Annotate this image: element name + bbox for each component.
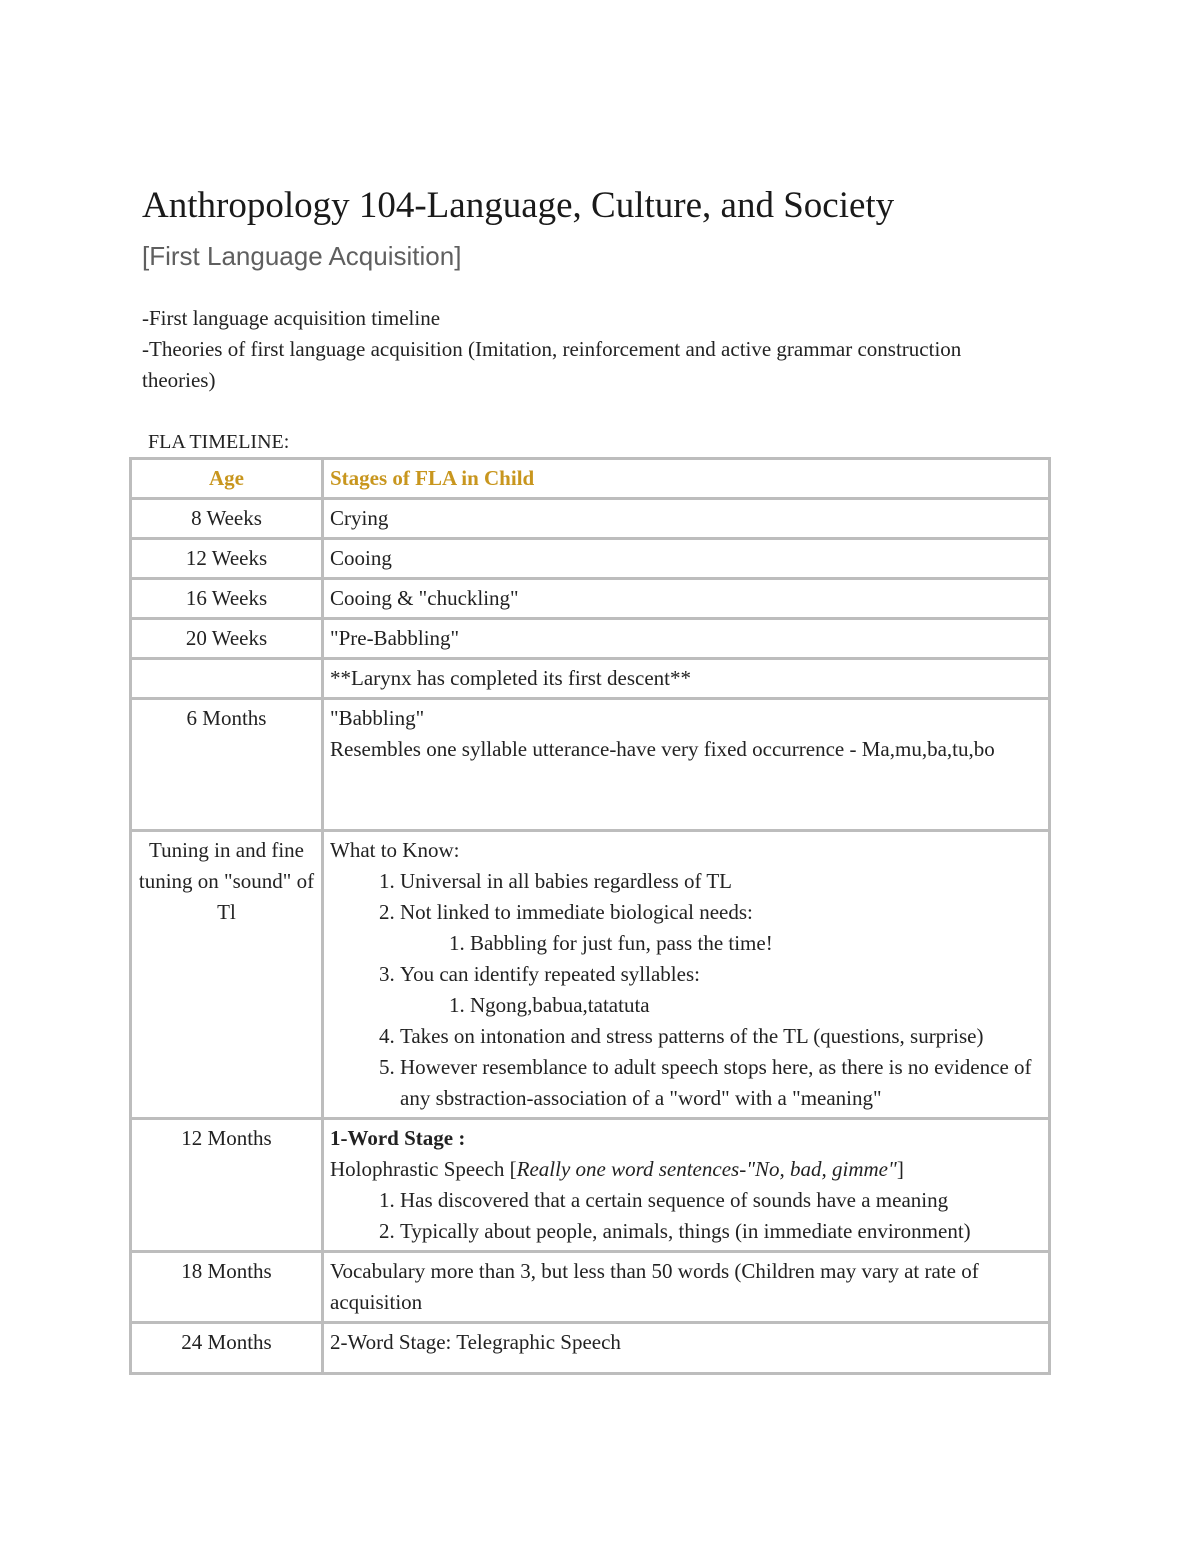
age-cell: 6 Months [131,699,323,831]
stage-line [330,1154,1042,1185]
list-item [400,866,1042,897]
stages-column-header: Stages of FLA in Child [323,459,1050,499]
fla-timeline-table [129,457,1051,1375]
sub-list [400,990,1042,1021]
stage-cell [323,699,1050,831]
stage-heading: 1-Word Stage : [330,1126,466,1150]
stage-cell [323,1119,1050,1252]
stage-line-italic: Really one word sentences-"No, bad, gimme" [516,1157,897,1181]
stage-line-prefix: Holophrastic Speech [ [330,1157,517,1181]
stage-line: Resembles one syllable utterance-have very fixed occurrence - Ma,mu,ba,tu,bo [330,737,995,761]
word-stage-list [330,1185,1042,1247]
table-row [131,1252,1050,1323]
table-row [131,619,1050,659]
stage-cell: Crying [323,499,1050,539]
sub-list [400,928,1042,959]
topic-item: -First language acquisition timeline [142,306,441,330]
document-subtitle: [First Language Acquisition] [142,241,462,271]
table-header-row [131,459,1050,499]
table-row [131,1119,1050,1252]
list-item: 1. Has discovered that a certain sequence of sounds have a meaning [400,1185,1042,1216]
table-row [131,579,1050,619]
table-row [131,1323,1050,1374]
table-row [131,699,1050,831]
list-item [400,1021,1042,1052]
age-cell: 20 Weeks [131,619,323,659]
table-row [131,499,1050,539]
stage-cell: Cooing & "chuckling" [323,579,1050,619]
list-item [400,897,1042,959]
document-title: Anthropology 104-Language, Culture, and Society [142,185,895,226]
table-row [131,539,1050,579]
list-item [400,959,1042,1021]
age-cell: 12 Weeks [131,539,323,579]
sub-list-item: 1. Babbling for just fun, pass the time! [470,928,1042,959]
table-row [131,659,1050,699]
sub-list-item: 1. Ngong,babua,tatatuta [470,990,1042,1021]
stage-cell: **Larynx has completed its first descent** [323,659,1050,699]
age-cell: Tuning in and fine tuning on "sound" of Tl [131,831,323,1119]
list-item-text: Takes on intonation and stress patterns of the TL (questions, surprise) [400,1024,984,1048]
stage-line-suffix: ] [896,1157,904,1181]
topic-list [142,303,1002,396]
list-item-text: Universal in all babies regardless of TL [400,869,733,893]
topic-item: -Theories of first language acquisition (Imitation, reinforcement and active grammar construction theories) [142,337,962,392]
timeline-label: FLA TIMELINE: [148,431,290,453]
age-cell: 16 Weeks [131,579,323,619]
list-item-text: However resemblance to adult speech stops here, as there is no evidence of any sbstraction-association of a "word" with a "meaning" [400,1055,1032,1110]
age-cell [131,659,323,699]
table-row [131,831,1050,1119]
stage-cell: Vocabulary more than 3, but less than 50 words (Children may vary at rate of acquisition [323,1252,1050,1323]
stage-cell [323,831,1050,1119]
age-cell: 8 Weeks [131,499,323,539]
stage-intro: What to Know: [330,838,460,862]
list-item [400,1052,1042,1114]
age-cell: 12 Months [131,1119,323,1252]
stage-cell: Cooing [323,539,1050,579]
list-item: 2. Typically about people, animals, things (in immediate environment) [400,1216,1042,1247]
age-column-header: Age [131,459,323,499]
list-item-text: Not linked to immediate biological needs: [400,900,753,924]
list-item-text: You can identify repeated syllables: [400,962,700,986]
age-cell: 24 Months [131,1323,323,1374]
know-list [330,866,1042,1114]
stage-cell: "Pre-Babbling" [323,619,1050,659]
stage-cell: 2-Word Stage: Telegraphic Speech [323,1323,1050,1374]
stage-line: "Babbling" [330,706,425,730]
age-cell: 18 Months [131,1252,323,1323]
